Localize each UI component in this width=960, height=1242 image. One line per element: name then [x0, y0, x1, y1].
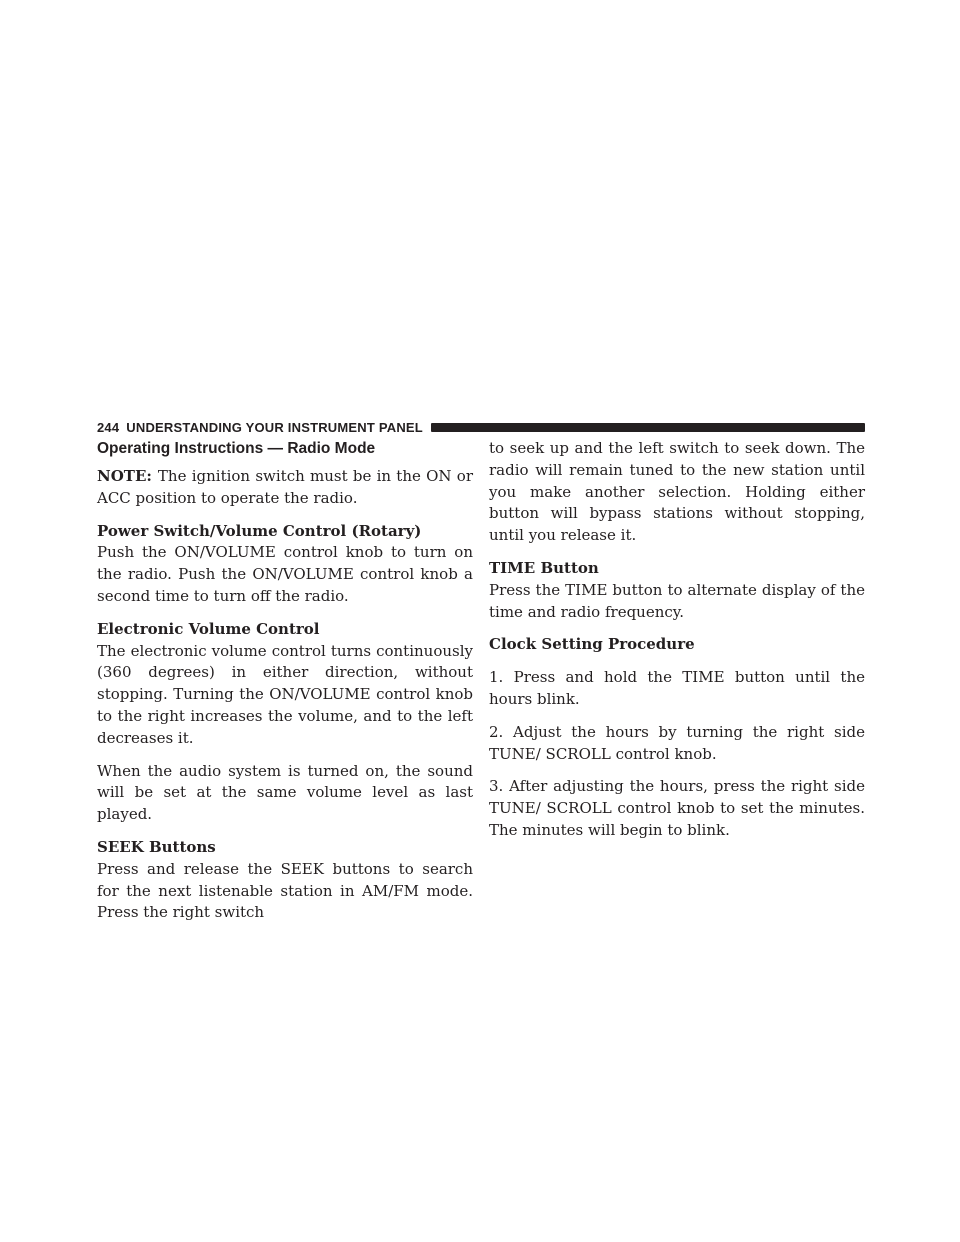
seek-buttons-text-continued: to seek up and the left switch to seek down. The radio will remain tuned to the new station until you make another selection. Holding either button will bypass stations without stopping, until you release it. — [489, 439, 865, 545]
time-button-heading: TIME Button — [489, 558, 599, 577]
seek-buttons-heading: SEEK Buttons — [97, 837, 216, 856]
power-switch-heading: Power Switch/Volume Control (Rotary) — [97, 521, 422, 540]
right-column — [489, 438, 865, 853]
page-number: 244 — [97, 419, 120, 435]
clock-setting-heading: Clock Setting Procedure — [489, 635, 695, 654]
seek-buttons-text: Press and release the SEEK buttons to search for the next listenable station in AM/FM mode. Press the right switch — [97, 859, 473, 922]
section-heading: Operating Instructions — Radio Mode — [97, 440, 376, 457]
clock-step-2: 2. Adjust the hours by turning the right side TUNE/ SCROLL control knob. — [489, 722, 865, 763]
power-switch-text: Push the ON/VOLUME control knob to turn on the radio. Push the ON/VOLUME control knob a second time to turn off the radio. — [97, 543, 473, 605]
note-paragraph — [97, 466, 473, 510]
time-button-text: Press the TIME button to alternate display of the time and radio frequency. — [489, 580, 865, 621]
clock-step-1: 1. Press and hold the TIME button until the hours blink. — [489, 668, 865, 708]
note-text: The ignition switch must be in the ON or ACC position to operate the radio. — [97, 467, 473, 507]
header-rule — [431, 423, 865, 432]
running-head: UNDERSTANDING YOUR INSTRUMENT PANEL — [126, 419, 423, 435]
volume-control-heading: Electronic Volume Control — [97, 619, 320, 638]
note-label: NOTE: — [97, 467, 152, 485]
page-header — [97, 417, 865, 437]
volume-control-text-2: When the audio system is turned on, the sound will be set at the same volume level as last played. — [97, 761, 473, 824]
volume-control-text: The electronic volume control turns continuously (360 degrees) in either direction, without stopping. Turning the ON/VOLUME control knob to the right increases the volume, and to the left decreases it. — [97, 641, 473, 747]
left-column — [97, 438, 473, 924]
clock-step-3: 3. After adjusting the hours, press the right side TUNE/ SCROLL control knob to set the minutes. The minutes will begin to blink. — [489, 777, 865, 839]
